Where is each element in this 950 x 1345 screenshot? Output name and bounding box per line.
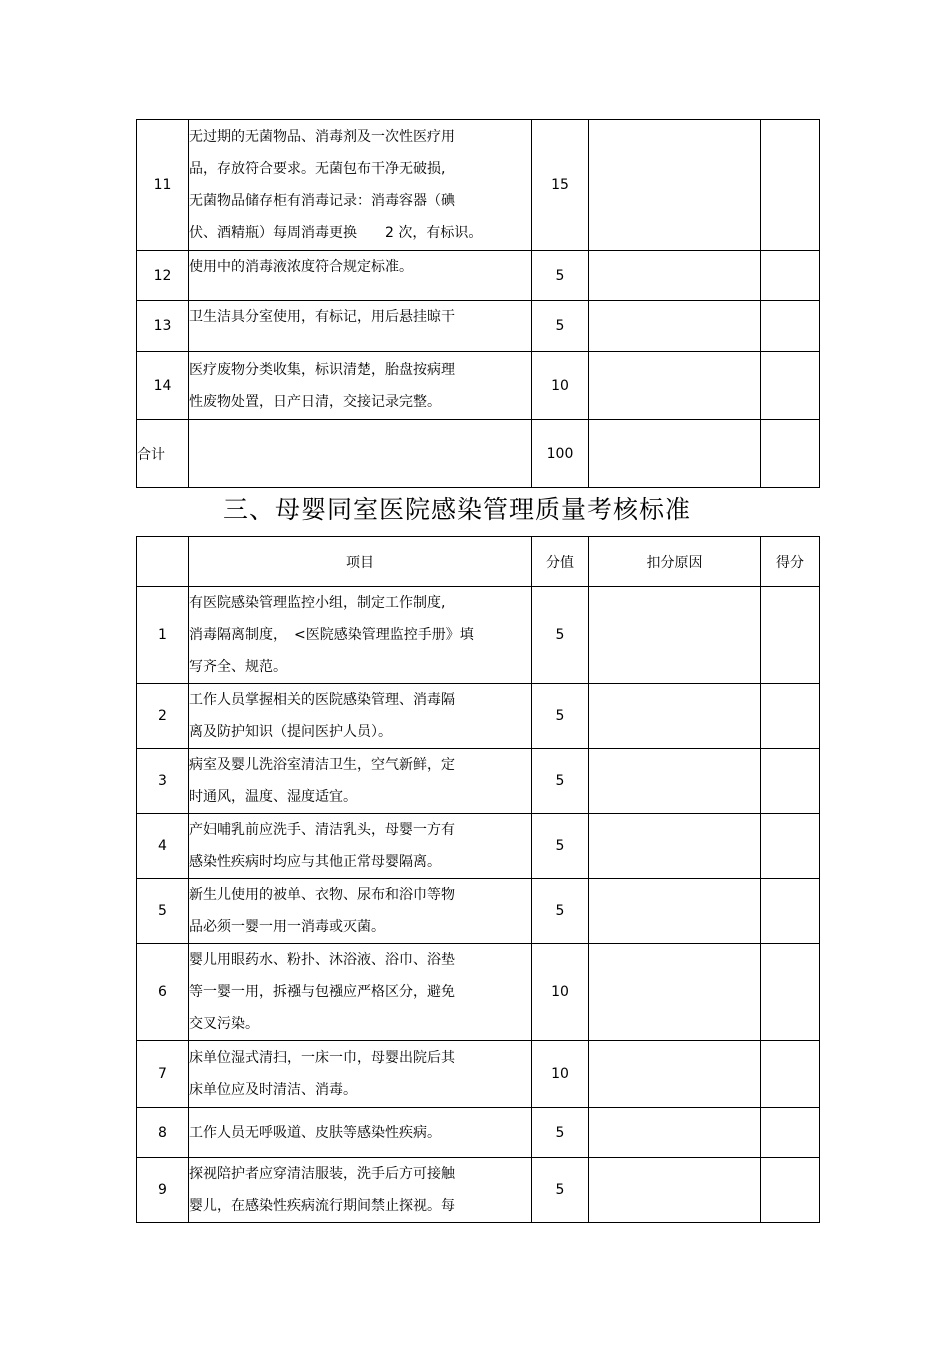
obtained-score-cell bbox=[761, 684, 820, 749]
total-label: 合计 bbox=[137, 420, 189, 488]
row-item bbox=[189, 1041, 532, 1108]
deduction-reason-cell bbox=[589, 814, 761, 879]
obtained-score-cell bbox=[761, 120, 820, 251]
obtained-score-cell bbox=[761, 301, 820, 352]
total-row bbox=[137, 420, 820, 488]
row-item bbox=[189, 352, 532, 420]
item-line: 使用中的消毒液浓度符合规定标准。 bbox=[189, 259, 413, 275]
table-row bbox=[137, 1108, 820, 1158]
table-row bbox=[137, 749, 820, 814]
table-row bbox=[137, 1158, 820, 1223]
obtained-score-cell bbox=[761, 1108, 820, 1158]
row-item bbox=[189, 684, 532, 749]
row-number: 13 bbox=[137, 301, 189, 352]
row-score: 5 bbox=[532, 1158, 589, 1223]
row-score: 5 bbox=[532, 814, 589, 879]
row-number: 12 bbox=[137, 251, 189, 301]
row-score: 5 bbox=[532, 301, 589, 352]
row-number: 14 bbox=[137, 352, 189, 420]
deduction-reason-cell bbox=[589, 120, 761, 251]
item-line: 有医院感染管理监控小组，制定工作制度, bbox=[189, 595, 446, 611]
item-line: 产妇哺乳前应洗手、清洁乳头，母婴一方有 bbox=[189, 822, 455, 838]
item-line: 交叉污染。 bbox=[189, 1016, 259, 1032]
row-score: 15 bbox=[532, 120, 589, 251]
row-score: 10 bbox=[532, 944, 589, 1041]
row-score: 5 bbox=[532, 684, 589, 749]
row-item bbox=[189, 749, 532, 814]
item-line: 品，存放符合要求。无菌包布干净无破损, bbox=[189, 161, 446, 177]
deduction-reason-cell bbox=[589, 251, 761, 301]
table-row bbox=[137, 120, 820, 251]
deduction-reason-cell bbox=[589, 684, 761, 749]
row-number: 1 bbox=[137, 587, 189, 684]
deduction-reason-cell bbox=[589, 1158, 761, 1223]
row-number: 2 bbox=[137, 684, 189, 749]
item-line: 性废物处置，日产日清，交接记录完整。 bbox=[189, 393, 441, 410]
item-line: 品必须一婴一用一消毒或灭菌。 bbox=[189, 919, 385, 935]
section-title: 三、母婴同室医院感染管理质量考核标准 bbox=[222, 495, 691, 524]
deduction-reason-cell bbox=[589, 944, 761, 1041]
item-line: 婴儿，在感染性疾病流行期间禁止探视。每 bbox=[189, 1198, 455, 1214]
header-deduction-reason: 扣分原因 bbox=[589, 537, 761, 587]
obtained-score-cell bbox=[761, 814, 820, 879]
obtained-score-cell bbox=[761, 251, 820, 301]
row-number: 11 bbox=[137, 120, 189, 251]
item-line: 消毒隔离制度， <医院感染管理监控手册》填 bbox=[189, 627, 474, 643]
row-number: 3 bbox=[137, 749, 189, 814]
deduction-reason-cell bbox=[589, 1041, 761, 1108]
deduction-reason-cell bbox=[589, 1108, 761, 1158]
row-number: 4 bbox=[137, 814, 189, 879]
item-line: 卫生洁具分室使用，有标记，用后悬挂晾干 bbox=[189, 309, 455, 325]
item-line: 医疗废物分类收集，标识清楚，胎盘按病理 bbox=[189, 361, 455, 378]
obtained-score-cell bbox=[761, 352, 820, 420]
table-row bbox=[137, 684, 820, 749]
table-row bbox=[137, 587, 820, 684]
total-item-cell bbox=[189, 420, 532, 488]
obtained-score-cell bbox=[761, 879, 820, 944]
row-score: 5 bbox=[532, 879, 589, 944]
maternal-infant-ward-assessment-table bbox=[136, 536, 820, 1223]
table-row bbox=[137, 301, 820, 352]
row-score: 5 bbox=[532, 749, 589, 814]
header-number bbox=[137, 537, 189, 587]
row-item bbox=[189, 301, 532, 352]
item-line: 床单位湿式清扫，一床一巾，母婴出院后其 bbox=[189, 1050, 455, 1066]
item-line: 写齐全、规范。 bbox=[189, 659, 287, 675]
row-item bbox=[189, 814, 532, 879]
row-item bbox=[189, 1158, 532, 1223]
deduction-reason-cell bbox=[589, 301, 761, 352]
table-row bbox=[137, 944, 820, 1041]
deduction-reason-cell bbox=[589, 587, 761, 684]
item-line: 探视陪护者应穿清洁服装，洗手后方可接触 bbox=[189, 1166, 455, 1182]
header-item: 项目 bbox=[189, 537, 532, 587]
item-line: 伏、酒精瓶）每周消毒更换 2 次，有标识。 bbox=[189, 225, 483, 241]
row-score: 5 bbox=[532, 1108, 589, 1158]
item-line: 工作人员无呼吸道、皮肤等感染性疾病。 bbox=[189, 1124, 441, 1141]
item-line: 病室及婴儿洗浴室清洁卫生，空气新鲜，定 bbox=[189, 757, 455, 773]
row-item bbox=[189, 251, 532, 301]
item-line: 等一婴一用，拆襁与包襁应严格区分，避免 bbox=[189, 984, 455, 1000]
row-score: 10 bbox=[532, 352, 589, 420]
item-line: 时通风，温度、湿度适宜。 bbox=[189, 789, 357, 805]
table-row bbox=[137, 352, 820, 420]
row-score: 10 bbox=[532, 1041, 589, 1108]
row-number: 8 bbox=[137, 1108, 189, 1158]
obtained-score-cell bbox=[761, 1041, 820, 1108]
row-number: 5 bbox=[137, 879, 189, 944]
item-line: 感染性疾病时均应与其他正常母婴隔离。 bbox=[189, 854, 441, 870]
row-score: 5 bbox=[532, 587, 589, 684]
row-number: 7 bbox=[137, 1041, 189, 1108]
item-line: 离及防护知识（提问医护人员）。 bbox=[189, 724, 392, 740]
item-line: 无菌物品储存柜有消毒记录：消毒容器（碘 bbox=[189, 193, 455, 209]
header-score: 分值 bbox=[532, 537, 589, 587]
row-number: 9 bbox=[137, 1158, 189, 1223]
row-item bbox=[189, 944, 532, 1041]
row-item bbox=[189, 120, 532, 251]
deduction-reason-cell bbox=[589, 749, 761, 814]
obtained-score-cell bbox=[761, 944, 820, 1041]
row-number: 6 bbox=[137, 944, 189, 1041]
table-row bbox=[137, 251, 820, 301]
table-row bbox=[137, 814, 820, 879]
row-item bbox=[189, 879, 532, 944]
obtained-score-cell bbox=[761, 420, 820, 488]
obtained-score-cell bbox=[761, 749, 820, 814]
item-line: 工作人员掌握相关的医院感染管理、消毒隔 bbox=[189, 692, 455, 708]
deduction-reason-cell bbox=[589, 352, 761, 420]
table-header-row bbox=[137, 537, 820, 587]
assessment-table-continued bbox=[136, 119, 820, 488]
deduction-reason-cell bbox=[589, 420, 761, 488]
obtained-score-cell bbox=[761, 587, 820, 684]
deduction-reason-cell bbox=[589, 879, 761, 944]
row-item bbox=[189, 1108, 532, 1158]
item-line: 无过期的无菌物品、消毒剂及一次性医疗用 bbox=[189, 129, 455, 145]
total-score: 100 bbox=[532, 420, 589, 488]
item-line: 婴儿用眼药水、粉扑、沐浴液、浴巾、浴垫 bbox=[189, 952, 455, 968]
table-row bbox=[137, 879, 820, 944]
header-obtained-score: 得分 bbox=[761, 537, 820, 587]
table-row bbox=[137, 1041, 820, 1108]
row-score: 5 bbox=[532, 251, 589, 301]
row-item bbox=[189, 587, 532, 684]
obtained-score-cell bbox=[761, 1158, 820, 1223]
item-line: 新生儿使用的被单、衣物、尿布和浴巾等物 bbox=[189, 887, 455, 903]
item-line: 床单位应及时清洁、消毒。 bbox=[189, 1082, 357, 1098]
